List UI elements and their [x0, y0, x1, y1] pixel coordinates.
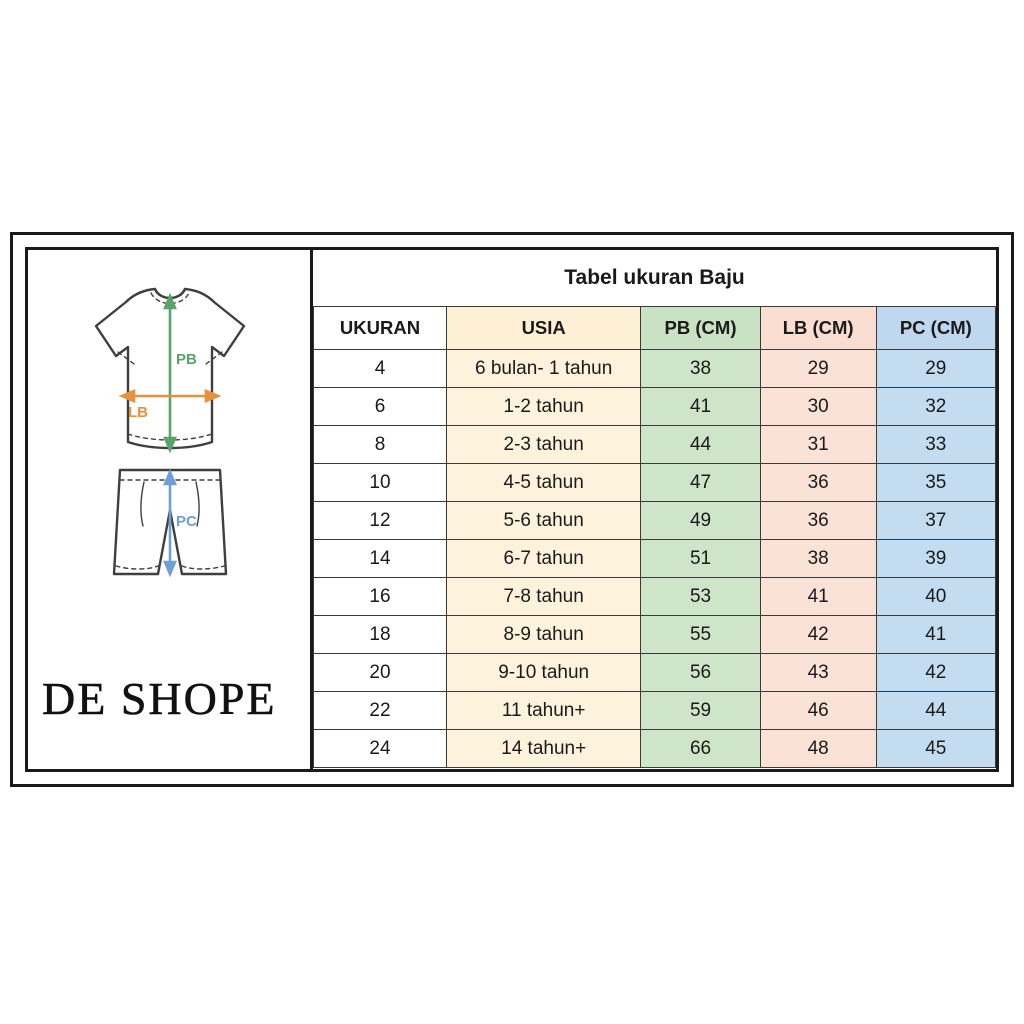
cell-usia: 6 bulan- 1 tahun	[446, 350, 640, 388]
cell-pb: 66	[641, 730, 760, 768]
cell-ukuran: 16	[314, 578, 447, 616]
cell-usia: 7-8 tahun	[446, 578, 640, 616]
cell-ukuran: 14	[314, 540, 447, 578]
table-header-row	[314, 307, 996, 350]
brand-wordmark: DE SHOPE	[42, 673, 277, 724]
cell-pc: 45	[876, 730, 995, 768]
table-row	[314, 464, 996, 502]
cell-ukuran: 20	[314, 654, 447, 692]
cell-lb: 38	[760, 540, 876, 578]
cell-ukuran: 8	[314, 426, 447, 464]
cell-lb: 29	[760, 350, 876, 388]
cell-lb: 41	[760, 578, 876, 616]
cell-ukuran: 4	[314, 350, 447, 388]
garment-illustration-icon	[48, 274, 293, 674]
cell-pb: 38	[641, 350, 760, 388]
cell-usia: 6-7 tahun	[446, 540, 640, 578]
cell-usia: 8-9 tahun	[446, 616, 640, 654]
column-header-pc: PC (CM)	[876, 307, 995, 350]
cell-pc: 29	[876, 350, 995, 388]
cell-pb: 55	[641, 616, 760, 654]
cell-usia: 9-10 tahun	[446, 654, 640, 692]
cell-pb: 56	[641, 654, 760, 692]
cell-lb: 42	[760, 616, 876, 654]
column-header-pb: PB (CM)	[641, 307, 760, 350]
table-row	[314, 730, 996, 768]
cell-lb: 36	[760, 502, 876, 540]
label-pb: PB	[176, 351, 197, 368]
cell-ukuran: 24	[314, 730, 447, 768]
illustration-panel	[28, 250, 313, 769]
table-row	[314, 388, 996, 426]
table-row	[314, 502, 996, 540]
cell-pc: 40	[876, 578, 995, 616]
table-row	[314, 350, 996, 388]
cell-ukuran: 6	[314, 388, 447, 426]
table-panel	[313, 250, 996, 769]
table-row	[314, 426, 996, 464]
column-header-ukuran: UKURAN	[314, 307, 447, 350]
cell-pc: 33	[876, 426, 995, 464]
label-pc: PC	[176, 513, 197, 530]
cell-ukuran: 12	[314, 502, 447, 540]
cell-usia: 1-2 tahun	[446, 388, 640, 426]
cell-usia: 4-5 tahun	[446, 464, 640, 502]
cell-ukuran: 22	[314, 692, 447, 730]
cell-lb: 48	[760, 730, 876, 768]
cell-usia: 11 tahun+	[446, 692, 640, 730]
column-header-usia: USIA	[446, 307, 640, 350]
size-chart-card	[10, 232, 1014, 787]
cell-pc: 41	[876, 616, 995, 654]
cell-lb: 31	[760, 426, 876, 464]
cell-usia: 5-6 tahun	[446, 502, 640, 540]
column-header-lb: LB (CM)	[760, 307, 876, 350]
cell-pc: 44	[876, 692, 995, 730]
table-row	[314, 578, 996, 616]
table-row	[314, 692, 996, 730]
cell-pc: 35	[876, 464, 995, 502]
table-row	[314, 654, 996, 692]
cell-pb: 49	[641, 502, 760, 540]
cell-usia: 2-3 tahun	[446, 426, 640, 464]
cell-pc: 39	[876, 540, 995, 578]
cell-lb: 46	[760, 692, 876, 730]
size-chart-card-inner	[25, 247, 999, 772]
cell-pc: 37	[876, 502, 995, 540]
cell-pb: 59	[641, 692, 760, 730]
cell-pc: 42	[876, 654, 995, 692]
table-title: Tabel ukuran Baju	[313, 250, 996, 306]
table-row	[314, 616, 996, 654]
table-row	[314, 540, 996, 578]
cell-pb: 51	[641, 540, 760, 578]
cell-pb: 47	[641, 464, 760, 502]
cell-pb: 44	[641, 426, 760, 464]
cell-pc: 32	[876, 388, 995, 426]
cell-lb: 30	[760, 388, 876, 426]
cell-pb: 41	[641, 388, 760, 426]
cell-pb: 53	[641, 578, 760, 616]
cell-lb: 36	[760, 464, 876, 502]
cell-lb: 43	[760, 654, 876, 692]
cell-ukuran: 10	[314, 464, 447, 502]
cell-ukuran: 18	[314, 616, 447, 654]
label-lb: LB	[128, 404, 148, 421]
cell-usia: 14 tahun+	[446, 730, 640, 768]
size-table	[313, 306, 996, 768]
